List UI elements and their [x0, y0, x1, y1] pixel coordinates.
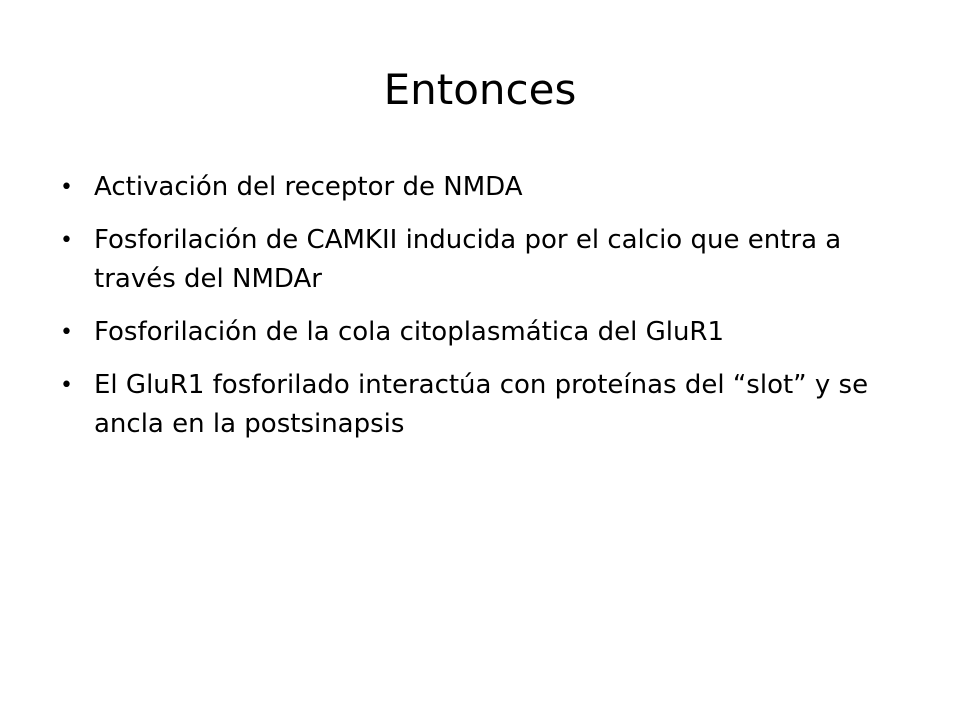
bullet-item [58, 221, 908, 299]
bullet-text: Fosforilación de la cola citoplasmática del GluR1 [94, 317, 725, 347]
bullet-item [58, 168, 908, 207]
bullet-item [58, 366, 908, 444]
bullet-text: Activación del receptor de NMDA [94, 172, 523, 202]
bullet-icon: • [60, 228, 73, 253]
slide-title: Entonces [383, 65, 577, 114]
bullet-text: El GluR1 fosforilado interactúa con proteínas del “slot” y se ancla en la postsinapsis [94, 370, 869, 439]
bullet-text: Fosforilación de CAMKII inducida por el calcio que entra a través del NMDAr [94, 225, 842, 294]
bullet-item [58, 313, 908, 352]
bullet-icon: • [60, 373, 73, 398]
bullet-icon: • [60, 320, 73, 345]
bullet-list [58, 168, 908, 458]
bullet-icon: • [60, 175, 73, 200]
